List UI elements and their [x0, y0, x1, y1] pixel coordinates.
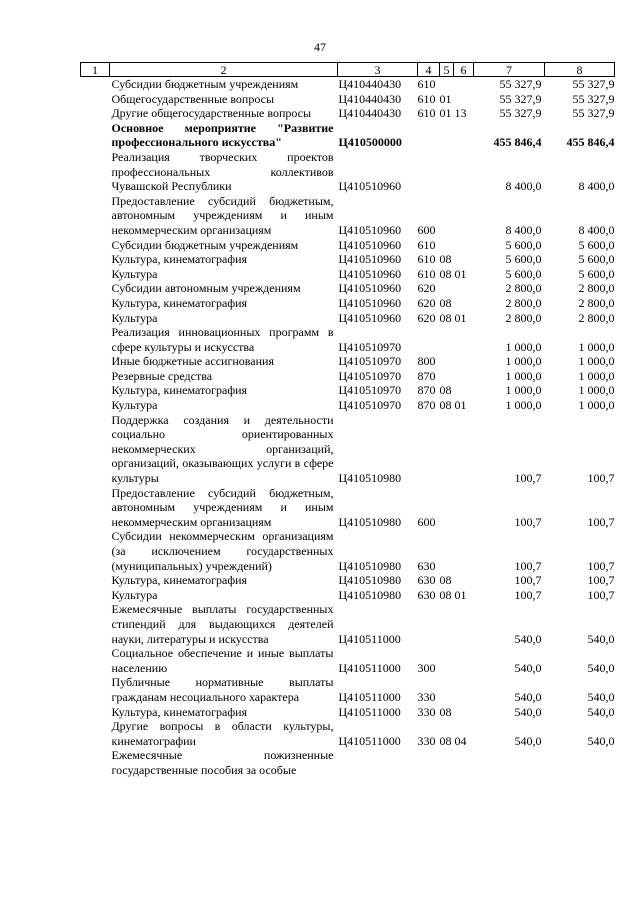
row-name: Культура, кинематография — [111, 295, 248, 310]
amount-year-1: 55 327,9 — [499, 91, 542, 106]
row-number-cell — [81, 252, 110, 267]
row-name: Субсидии бюджетным учреждениям — [111, 237, 299, 252]
table-row — [81, 354, 615, 369]
amount-year-1: 100,7 — [514, 587, 542, 602]
row-number-cell — [81, 719, 110, 748]
column-header: 7 — [474, 63, 545, 77]
section-code: 08 — [439, 573, 452, 588]
expense-type-code: 330 — [417, 689, 436, 704]
table-row — [81, 325, 615, 354]
table-row — [81, 383, 615, 398]
column-header: 5 — [440, 63, 454, 77]
target-article-code: Ц410510980 — [338, 558, 402, 573]
row-name: Культура, кинематография — [111, 383, 248, 398]
expense-type-code: 300 — [417, 660, 436, 675]
column-header: 1 — [81, 63, 110, 77]
subsection-code — [454, 281, 474, 296]
table-row — [81, 194, 615, 238]
row-name: Реализация инновационных программ в сфере культуры и искусства — [111, 325, 334, 354]
table-row — [81, 77, 615, 92]
row-number-cell — [81, 573, 110, 588]
section-code: 08 — [439, 733, 452, 748]
row-number-cell — [81, 150, 110, 194]
target-article-code: Ц410510980 — [338, 587, 402, 602]
amount-year-2: 2 800,0 — [578, 281, 615, 296]
row-name: Ежемесячные выплаты государственных стипендий для выдающихся деятелей науки, литературы и искусства — [111, 602, 334, 646]
row-name: Иные бюджетные ассигнования — [111, 354, 274, 369]
column-header: 8 — [545, 63, 615, 77]
target-article-code: Ц410510970 — [338, 398, 402, 413]
row-name: Субсидии автономным учреждениям — [111, 281, 301, 296]
row-number-cell — [81, 281, 110, 296]
table-row — [81, 398, 615, 413]
amount-year-2: 5 600,0 — [578, 266, 615, 281]
amount-year-2: 8 400,0 — [578, 222, 615, 237]
expense-type-code: 630 — [417, 587, 436, 602]
row-number-cell — [81, 77, 110, 92]
row-name: Социальное обеспечение и иные выплаты населению — [111, 646, 334, 675]
table-row — [81, 267, 615, 282]
column-header: 4 — [418, 63, 440, 77]
expense-type-code: 800 — [417, 354, 436, 369]
section-code: 08 — [439, 252, 452, 267]
row-number-cell — [81, 398, 110, 413]
subsection-code: 01 — [454, 398, 467, 413]
table-row — [81, 252, 615, 267]
expense-type-code: 870 — [417, 398, 436, 413]
subsection-code — [454, 705, 474, 720]
row-number-cell — [81, 267, 110, 282]
section-code: 08 — [439, 310, 452, 325]
table-row — [81, 281, 615, 296]
amount-year-2: 100,7 — [587, 514, 615, 529]
table-row — [81, 675, 615, 704]
section-code — [440, 281, 454, 296]
table-row — [81, 719, 615, 748]
amount-year-2: 55 327,9 — [572, 91, 615, 106]
expense-type-code: 610 — [417, 106, 436, 121]
section-code — [440, 238, 454, 253]
row-name: Другие вопросы в области культуры, кинематографии — [111, 719, 334, 748]
amount-year-2: 100,7 — [587, 471, 615, 486]
amount-year-2: 2 800,0 — [578, 310, 615, 325]
row-name: Основное мероприятие "Развитие профессионального искусства" — [111, 120, 334, 150]
table-row — [81, 646, 615, 675]
row-number-cell — [81, 486, 110, 530]
target-article-code: Ц410510960 — [338, 222, 402, 237]
row-number-cell — [81, 369, 110, 384]
subsection-code — [454, 238, 474, 253]
amount-year-2: 1 000,0 — [578, 339, 615, 354]
amount-year-2 — [545, 748, 615, 777]
subsection-code — [454, 602, 474, 646]
subsection-code: 01 — [454, 310, 467, 325]
row-name: Субсидии некоммерческим организациям (за исключением государственных (муниципальных) учреждений) — [111, 529, 334, 573]
target-article-code: Ц410440430 — [338, 77, 402, 91]
table-row — [81, 413, 615, 486]
subsection-code — [454, 252, 474, 267]
table-row — [81, 573, 615, 588]
amount-year-1: 8 400,0 — [505, 222, 542, 237]
section-code: 01 — [439, 91, 452, 106]
row-name: Предоставление субсидий бюджетным, автономным учреждениям и иным некоммерческим организациям — [111, 193, 334, 237]
section-code: 08 — [439, 398, 452, 413]
row-number-cell — [81, 588, 110, 603]
amount-year-1: 455 846,4 — [493, 135, 542, 150]
subsection-code — [454, 646, 474, 675]
amount-year-1: 8 400,0 — [505, 179, 542, 194]
table-row — [81, 121, 615, 150]
amount-year-1: 1 000,0 — [505, 339, 542, 354]
section-code — [440, 369, 454, 384]
row-name: Культура, кинематография — [111, 573, 248, 588]
subsection-code — [454, 675, 474, 704]
header-row — [81, 63, 615, 77]
amount-year-1: 540,0 — [514, 704, 542, 719]
amount-year-2: 100,7 — [587, 558, 615, 573]
section-code — [440, 413, 454, 486]
expense-type-code: 620 — [417, 281, 436, 296]
subsection-code — [454, 354, 474, 369]
row-name: Культура, кинематография — [111, 704, 248, 719]
section-code — [440, 354, 454, 369]
section-code: 08 — [439, 295, 452, 310]
section-code — [440, 325, 454, 354]
expense-type-code: 330 — [417, 704, 436, 719]
row-name: Культура — [111, 398, 158, 413]
amount-year-2: 2 800,0 — [578, 295, 615, 310]
target-article-code: Ц410510960 — [338, 310, 402, 325]
target-article-code: Ц410511000 — [338, 631, 401, 646]
expense-type-code: 600 — [417, 514, 436, 529]
subsection-code — [454, 383, 474, 398]
section-code: 08 — [439, 266, 452, 281]
subsection-code — [454, 573, 474, 588]
amount-year-1: 2 800,0 — [505, 281, 542, 296]
subsection-code — [454, 413, 474, 486]
row-number-cell — [81, 602, 110, 646]
table-row — [81, 369, 615, 384]
target-article-code: Ц410510970 — [338, 383, 402, 398]
amount-year-1: 540,0 — [514, 689, 542, 704]
amount-year-2: 540,0 — [587, 689, 615, 704]
subsection-code — [454, 121, 474, 150]
row-number-cell — [81, 238, 110, 253]
table-row — [81, 150, 615, 194]
section-code — [440, 529, 454, 573]
subsection-code — [454, 77, 474, 92]
amount-year-2: 55 327,9 — [572, 106, 615, 121]
target-article-code: Ц410510980 — [338, 471, 402, 486]
section-code: 08 — [439, 704, 452, 719]
amount-year-1: 55 327,9 — [499, 106, 542, 121]
section-code — [440, 194, 454, 238]
table-row — [81, 529, 615, 573]
column-header: 6 — [454, 63, 474, 77]
amount-year-2: 540,0 — [587, 733, 615, 748]
amount-year-2: 1 000,0 — [578, 383, 615, 398]
amount-year-1: 100,7 — [514, 573, 542, 588]
section-code — [440, 77, 454, 92]
row-name: Другие общегосударственные вопросы — [111, 106, 312, 121]
subsection-code — [454, 748, 474, 777]
expense-type-code — [418, 413, 440, 486]
section-code — [440, 486, 454, 530]
target-article-code: Ц410510970 — [338, 339, 402, 354]
amount-year-2: 5 600,0 — [578, 237, 615, 252]
budget-table — [80, 62, 615, 778]
amount-year-1: 100,7 — [514, 471, 542, 486]
column-header: 2 — [110, 63, 338, 77]
amount-year-2: 100,7 — [587, 587, 615, 602]
table-row — [81, 588, 615, 603]
table-row — [81, 106, 615, 121]
amount-year-2: 5 600,0 — [578, 252, 615, 267]
amount-year-1: 1 000,0 — [505, 354, 542, 369]
expense-type-code — [418, 325, 440, 354]
expense-type-code: 610 — [417, 237, 436, 252]
expense-type-code: 610 — [417, 252, 436, 267]
section-code — [440, 748, 454, 777]
row-number-cell — [81, 311, 110, 326]
row-name: Культура, кинематография — [111, 252, 248, 267]
row-name: Культура — [111, 587, 158, 602]
subsection-code — [454, 296, 474, 311]
amount-year-2: 540,0 — [587, 660, 615, 675]
subsection-code — [454, 486, 474, 530]
table-row — [81, 311, 615, 326]
target-article-code: Ц410440430 — [338, 91, 402, 106]
row-number-cell — [81, 705, 110, 720]
target-article-code: Ц410510960 — [338, 266, 402, 281]
target-article-code — [338, 748, 418, 777]
amount-year-1: 55 327,9 — [499, 77, 542, 91]
subsection-code — [454, 325, 474, 354]
row-number-cell — [81, 675, 110, 704]
amount-year-2: 455 846,4 — [566, 135, 615, 150]
expense-type-code — [418, 121, 440, 150]
expense-type-code: 870 — [417, 383, 436, 398]
subsection-code: 01 — [454, 266, 467, 281]
subsection-code — [454, 529, 474, 573]
subsection-code — [454, 92, 474, 107]
amount-year-2: 8 400,0 — [578, 179, 615, 194]
table-row — [81, 296, 615, 311]
amount-year-1: 5 600,0 — [505, 266, 542, 281]
expense-type-code — [418, 602, 440, 646]
amount-year-1: 540,0 — [514, 631, 542, 646]
row-number-cell — [81, 194, 110, 238]
amount-year-1 — [474, 748, 545, 777]
row-name: Предоставление субсидий бюджетным, автономным учреждениям и иным некоммерческим организациям — [111, 485, 334, 529]
column-header: 3 — [338, 63, 418, 77]
subsection-code — [454, 150, 474, 194]
row-name: Поддержка создания и деятельности социально ориентированных некоммерческих организаций, организаций, оказывающих услуги в сфере культуры — [111, 412, 334, 486]
target-article-code: Ц410510980 — [338, 514, 402, 529]
row-name: Резервные средства — [111, 368, 213, 383]
expense-type-code: 610 — [417, 91, 436, 106]
table-row — [81, 92, 615, 107]
expense-type-code: 630 — [417, 573, 436, 588]
target-article-code: Ц410500000 — [338, 135, 402, 150]
expense-type-code: 870 — [417, 368, 436, 383]
table-row — [81, 238, 615, 253]
amount-year-1: 2 800,0 — [505, 310, 542, 325]
row-name: Общегосударственные вопросы — [111, 91, 275, 106]
row-number-cell — [81, 354, 110, 369]
row-number-cell — [81, 121, 110, 150]
expense-type-code: 330 — [417, 733, 436, 748]
section-code — [440, 675, 454, 704]
amount-year-1: 2 800,0 — [505, 295, 542, 310]
amount-year-1: 100,7 — [514, 514, 542, 529]
target-article-code: Ц410510960 — [338, 281, 402, 296]
row-number-cell — [81, 413, 110, 486]
target-article-code: Ц410511000 — [338, 660, 401, 675]
subsection-code — [454, 194, 474, 238]
amount-year-1: 1 000,0 — [505, 398, 542, 413]
section-code — [440, 602, 454, 646]
amount-year-1: 5 600,0 — [505, 252, 542, 267]
row-number-cell — [81, 748, 110, 777]
expense-type-code: 610 — [417, 266, 436, 281]
row-name: Культура — [111, 310, 158, 325]
row-name: Реализация творческих проектов профессиональных коллективов Чувашской Республики — [111, 149, 334, 194]
expense-type-code — [418, 150, 440, 194]
page-number: 47 — [314, 40, 326, 54]
section-code: 08 — [439, 383, 452, 398]
target-article-code: Ц410440430 — [338, 106, 402, 121]
subsection-code — [454, 369, 474, 384]
subsection-code: 04 — [454, 733, 467, 748]
target-article-code: Ц410510960 — [338, 295, 402, 310]
row-number-cell — [81, 646, 110, 675]
amount-year-1: 540,0 — [514, 660, 542, 675]
row-name: Культура — [111, 266, 158, 281]
row-number-cell — [81, 92, 110, 107]
target-article-code: Ц410510960 — [338, 252, 402, 267]
row-name: Ежемесячные пожизненные государственные пособия за особые — [111, 748, 334, 777]
section-code: 01 — [439, 106, 452, 121]
row-name: Публичные нормативные выплаты гражданам несоциального характера — [111, 675, 334, 704]
target-article-code: Ц410510970 — [338, 354, 402, 369]
amount-year-2: 55 327,9 — [572, 77, 615, 91]
target-article-code: Ц410511000 — [338, 689, 401, 704]
expense-type-code: 620 — [417, 295, 436, 310]
target-article-code: Ц410510970 — [338, 368, 402, 383]
table-row — [81, 486, 615, 530]
amount-year-1: 1 000,0 — [505, 368, 542, 383]
row-number-cell — [81, 383, 110, 398]
subsection-code: 13 — [454, 106, 467, 121]
amount-year-2: 1 000,0 — [578, 368, 615, 383]
expense-type-code: 600 — [417, 222, 436, 237]
row-number-cell — [81, 296, 110, 311]
section-code — [440, 121, 454, 150]
target-article-code: Ц410510980 — [338, 573, 402, 588]
row-name: Субсидии бюджетным учреждениям — [111, 77, 299, 91]
section-code — [440, 150, 454, 194]
expense-type-code: 620 — [417, 310, 436, 325]
amount-year-1: 5 600,0 — [505, 237, 542, 252]
target-article-code: Ц410510960 — [338, 237, 402, 252]
amount-year-2: 540,0 — [587, 631, 615, 646]
expense-type-code — [418, 748, 440, 777]
subsection-code: 01 — [454, 587, 467, 602]
row-number-cell — [81, 325, 110, 354]
amount-year-1: 540,0 — [514, 733, 542, 748]
target-article-code: Ц410511000 — [338, 733, 401, 748]
row-number-cell — [81, 106, 110, 121]
section-code: 08 — [439, 587, 452, 602]
amount-year-2: 1 000,0 — [578, 398, 615, 413]
amount-year-1: 1 000,0 — [505, 383, 542, 398]
table-row — [81, 602, 615, 646]
amount-year-2: 540,0 — [587, 704, 615, 719]
table-row — [81, 705, 615, 720]
expense-type-code: 630 — [417, 558, 436, 573]
table-row — [81, 748, 615, 777]
section-code — [440, 646, 454, 675]
amount-year-2: 100,7 — [587, 573, 615, 588]
amount-year-2: 1 000,0 — [578, 354, 615, 369]
expense-type-code: 610 — [417, 77, 436, 91]
row-number-cell — [81, 529, 110, 573]
amount-year-1: 100,7 — [514, 558, 542, 573]
target-article-code: Ц410510960 — [338, 179, 402, 194]
target-article-code: Ц410511000 — [338, 704, 401, 719]
